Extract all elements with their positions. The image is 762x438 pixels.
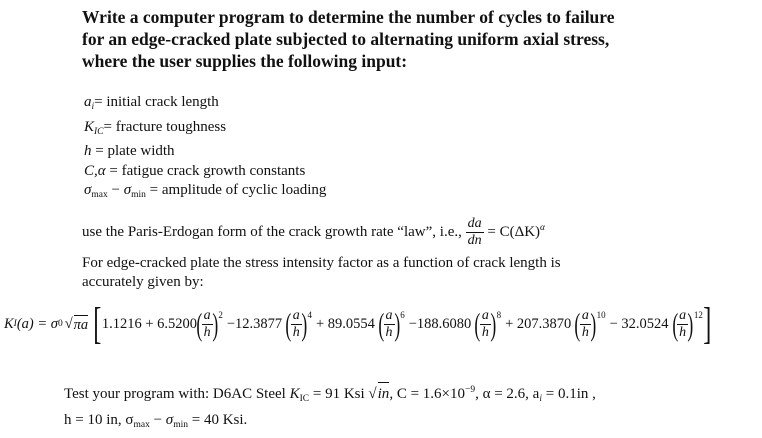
- ratio-num: a: [679, 307, 687, 323]
- eq-sqrt: πa: [73, 316, 89, 333]
- test-parameters: [64, 380, 596, 436]
- ratio-den: h: [581, 324, 589, 340]
- ratio-exp: 8: [496, 309, 502, 320]
- frac-numerator: da: [467, 216, 482, 231]
- eq-coef: − 32.0524: [609, 315, 669, 332]
- eq-k: K: [4, 315, 14, 332]
- test-c: , C = 1.6×10: [389, 386, 465, 402]
- eq-k-sub: I: [13, 319, 17, 329]
- eq-coef: + 89.0554: [315, 315, 375, 332]
- eq-coef: −188.6080: [408, 315, 472, 332]
- symbol-sub: max: [91, 190, 108, 200]
- symbol-sub: IC: [94, 126, 104, 137]
- test-alpha: , α = 2.6, a: [475, 386, 540, 402]
- ratio-den: h: [385, 324, 393, 340]
- test-kic: = 91 Ksi: [312, 386, 365, 402]
- test-c-exp: −9: [465, 385, 476, 395]
- heading-line-2: for an edge-cracked plate subjected to alternating uniform axial stress,: [82, 29, 610, 49]
- paris-text: use the Paris-Erdogan form of the crack growth rate “law”, i.e.,: [82, 223, 462, 240]
- stress-intensity-equation: K I (a) = σ 0 √ πa [ 1.1216 + 6.5200 ( $\frac{a}{h}$ ) 2 −12.3877 ( $\frac{a}{h}$ ) 4 + 89.0554 ( $\frac{a}{h}$ ) 6 −188.6080 ( $\frac{a}{h}$ ) 8 + 207.3870 ( $\frac{a}{h}$ ) 10 − 32.0524 ( $\frac{a}{h}$ ) 12 ]: [4, 299, 712, 348]
- ratio-exp: 10: [596, 309, 606, 320]
- test-h: h = 10 in, σ: [64, 412, 134, 428]
- da-dn-fraction: [466, 216, 484, 249]
- eq-ratio-term: ( $\frac{a}{h}$ ) 8: [474, 306, 502, 342]
- symbol-c-alpha: C,α: [84, 162, 106, 179]
- paris-rhs: = C(ΔK): [487, 223, 541, 240]
- ratio-num: a: [203, 307, 211, 323]
- symbol-k: K: [84, 118, 95, 135]
- eq-coef: + 207.3870: [505, 315, 572, 332]
- ratio-num: a: [385, 307, 393, 323]
- symbol-h: h: [84, 143, 92, 159]
- eq-ratio-term: ( $\frac{a}{h}$ ) 10: [574, 306, 606, 342]
- eq-coef: −12.3877: [226, 315, 283, 332]
- problem-heading: [82, 6, 615, 72]
- input-cyclic-amplitude: $\sigma_{max} - \sigma_{min}$ = amplitude of cyclic loading: [84, 182, 327, 200]
- ratio-num: a: [292, 307, 300, 323]
- eq-ratio-term: ( $\frac{a}{h}$ ) 4: [285, 306, 312, 342]
- test-sigma: = 40 Ksi.: [191, 412, 248, 428]
- input-fracture-toughness: [84, 118, 326, 143]
- eq-ratio-term: ( $\frac{a}{h}$ ) 2: [196, 306, 223, 342]
- heading-line-1: Write a computer program to determine the number of cycles to failure: [82, 7, 615, 27]
- def-text: = plate width: [91, 143, 175, 159]
- test-line-1: Test your program with: D6AC Steel $K_{IC} = 91$ Ksi √in, $C = 1.6\times 10^{-9}$, α = 2.6, $a_i = 0.1in$ ,: [64, 380, 596, 410]
- heading-line-3: where the user supplies the following input:: [82, 51, 408, 71]
- input-plate-width: [84, 142, 326, 162]
- test-ai: = 0.1in ,: [545, 386, 596, 402]
- ratio-exp: 6: [400, 309, 405, 320]
- input-definitions: [84, 93, 326, 206]
- input-growth-constants: [84, 162, 326, 182]
- def-text: = fatigue crack growth constants: [105, 162, 306, 179]
- ratio-den: h: [203, 324, 211, 340]
- eq-ratio-term: ( $\frac{a}{h}$ ) 12: [671, 306, 703, 342]
- symbol-a: a: [84, 94, 92, 110]
- symbol-sub: i: [91, 102, 95, 112]
- eq-lhs-arg: (a) = σ: [16, 315, 58, 332]
- def-text: = fracture toughness: [103, 118, 227, 135]
- ratio-den: h: [679, 324, 687, 340]
- def-text: = initial crack length: [94, 94, 219, 110]
- eq-ratio-term: ( $\frac{a}{h}$ ) 6: [378, 306, 405, 342]
- si-line-1: For edge-cracked plate the stress intensity factor as a function of crack length is: [82, 255, 561, 271]
- symbol-sigma-max: σ: [84, 182, 92, 198]
- ratio-num: a: [581, 307, 589, 323]
- ratio-den: h: [292, 324, 300, 340]
- test-line-2: h = 10 in, $\sigma_{max} - \sigma_{min} = 40$ Ksi.: [64, 412, 248, 430]
- eq-sigma-sub: 0: [57, 319, 63, 329]
- ratio-num: a: [481, 307, 489, 323]
- eq-c0: 1.1216 + 6.5200: [101, 315, 198, 332]
- test-prefix: Test your program with: D6AC Steel: [64, 386, 286, 402]
- input-initial-crack: [84, 93, 326, 118]
- def-text: = amplitude of cyclic loading: [145, 182, 327, 198]
- paris-erdogan-line: [82, 216, 545, 249]
- frac-denominator: dn: [467, 233, 482, 248]
- paris-exponent: α: [540, 222, 546, 233]
- stress-intensity-text: [82, 254, 561, 292]
- si-line-2: accurately given by:: [82, 274, 204, 290]
- ratio-exp: 2: [218, 309, 223, 320]
- test-root: in: [378, 382, 390, 405]
- ratio-exp: 4: [307, 309, 312, 320]
- ratio-exp: 12: [693, 309, 703, 320]
- ratio-den: h: [481, 324, 489, 340]
